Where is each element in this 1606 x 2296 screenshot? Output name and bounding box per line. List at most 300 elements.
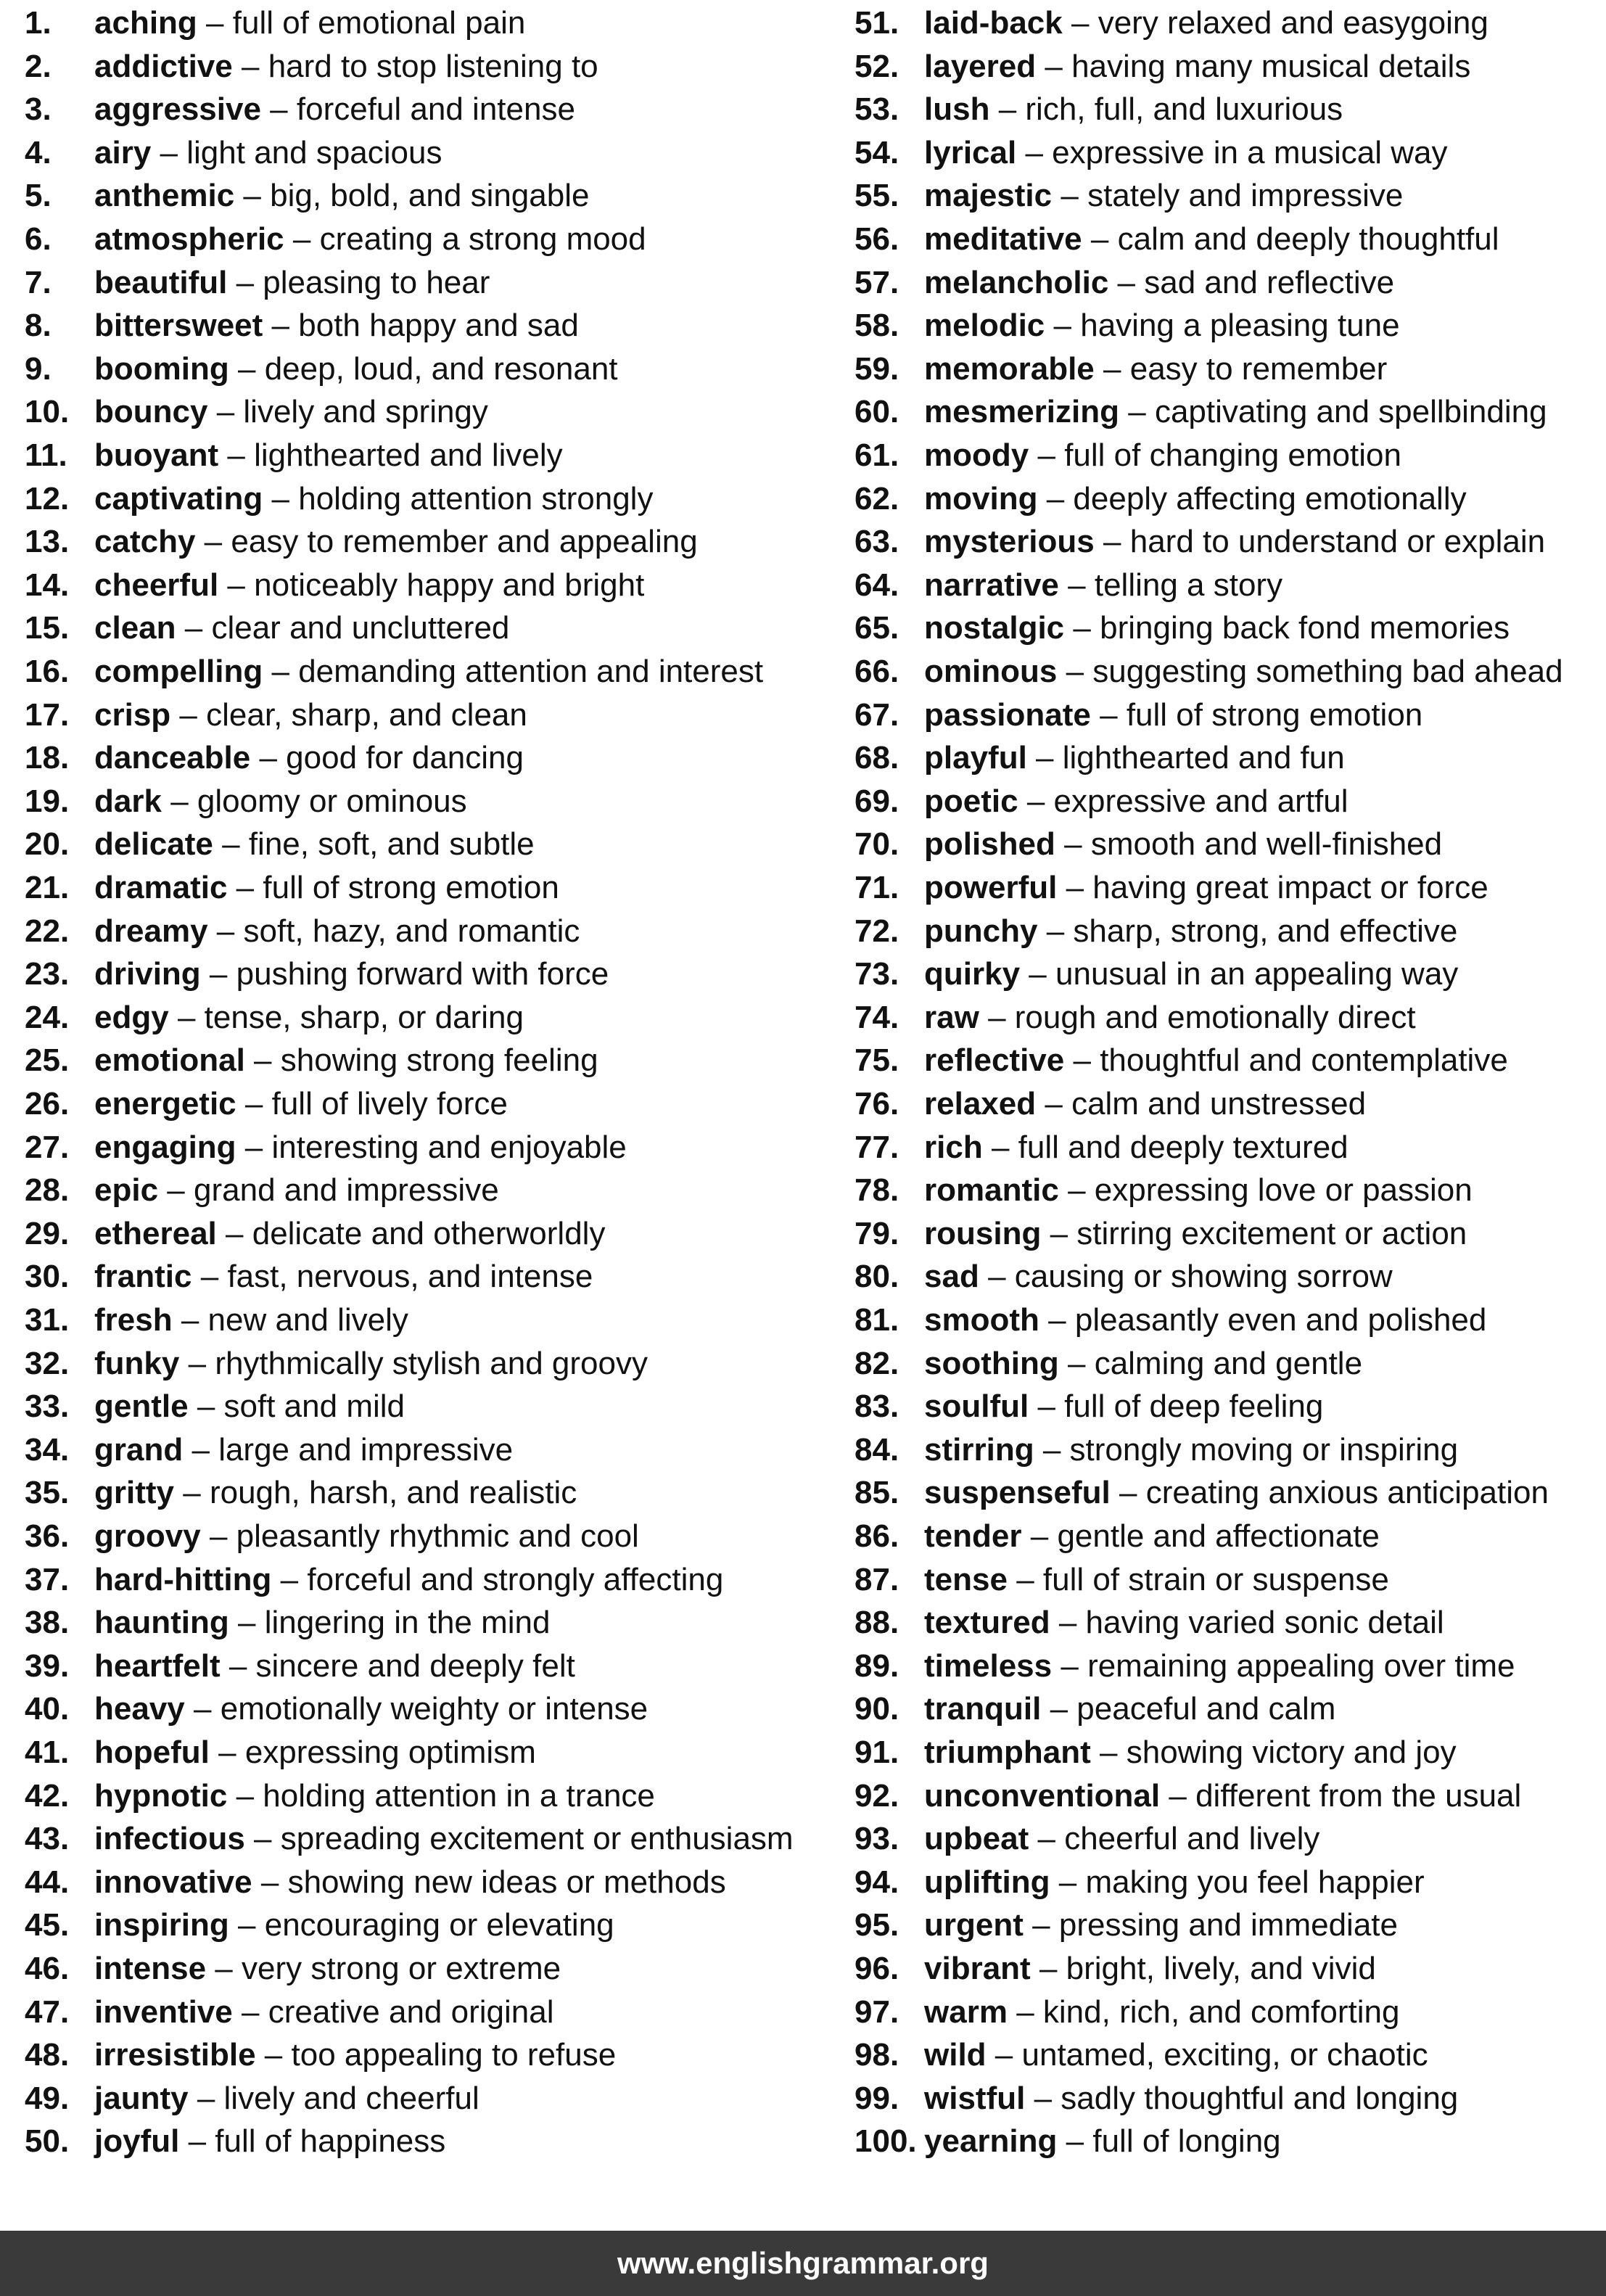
list-item [855, 1126, 1348, 1169]
item-definition: noticeably happy and bright [254, 567, 645, 603]
item-number: 95. [855, 1907, 899, 1943]
list-item [25, 606, 509, 650]
list-item [855, 1255, 1393, 1299]
item-separator: – [1103, 524, 1121, 560]
list-item [25, 650, 763, 694]
list-item [25, 1039, 598, 1082]
item-definition: easy to remember and appealing [231, 524, 698, 560]
item-number: 49. [25, 2080, 70, 2116]
item-separator: – [1036, 740, 1054, 776]
item-definition: gloomy or ominous [197, 783, 467, 819]
item-number: 22. [25, 913, 70, 949]
item-definition: stirring excitement or action [1076, 1215, 1467, 1251]
item-definition: showing victory and joy [1126, 1735, 1457, 1770]
item-word: gentle [94, 1388, 189, 1425]
item-word: mysterious [924, 524, 1095, 560]
item-definition: pushing forward with force [236, 956, 609, 992]
item-separator: – [260, 1864, 279, 1900]
item-word: urgent [924, 1907, 1024, 1943]
item-number: 54. [855, 134, 899, 170]
item-separator: – [271, 654, 289, 689]
list-item [855, 736, 1345, 780]
item-separator: – [1042, 1431, 1061, 1468]
item-separator: – [1026, 783, 1045, 819]
item-definition: tense, sharp, or daring [204, 999, 524, 1035]
item-separator: – [206, 5, 224, 41]
item-number: 19. [25, 783, 70, 819]
item-number: 4. [25, 134, 52, 170]
item-word: wild [924, 2037, 987, 2073]
item-definition: kind, rich, and comforting [1042, 1993, 1400, 2030]
item-separator: – [216, 394, 235, 430]
list-item [855, 1731, 1457, 1774]
item-word: unconventional [924, 1777, 1161, 1814]
item-number: 84. [855, 1431, 899, 1468]
item-number: 88. [855, 1605, 899, 1641]
item-separator: – [1029, 956, 1047, 992]
item-separator: – [1039, 1951, 1058, 1986]
list-item [855, 1774, 1521, 1818]
item-separator: – [244, 1129, 263, 1165]
item-definition: full of happiness [215, 2123, 446, 2160]
list-item [855, 2120, 1281, 2163]
list-item [25, 1, 525, 45]
item-word: booming [94, 350, 229, 387]
list-item [25, 218, 646, 261]
item-definition: demanding attention and interest [298, 654, 764, 689]
item-word: poetic [924, 783, 1018, 819]
item-definition: very strong or extreme [242, 1951, 561, 1986]
item-definition: telling a story [1094, 567, 1283, 603]
item-separator: – [160, 134, 178, 170]
item-definition: unusual in an appealing way [1055, 956, 1459, 992]
item-definition: expressive and artful [1053, 783, 1348, 819]
item-separator: – [237, 350, 256, 387]
item-number: 34. [25, 1431, 70, 1468]
item-definition: full of emotional pain [232, 5, 526, 41]
item-definition: showing strong feeling [280, 1042, 598, 1079]
list-item [25, 434, 563, 477]
item-separator: – [1045, 48, 1063, 84]
item-definition: lively and springy [243, 394, 488, 430]
item-separator: – [215, 1951, 233, 1986]
list-item [855, 45, 1470, 89]
item-definition: thoughtful and contemplative [1100, 1042, 1508, 1079]
item-separator: – [228, 1647, 247, 1684]
item-separator: – [1050, 1215, 1068, 1251]
item-number: 97. [855, 1993, 899, 2030]
item-definition: hard to stop listening to [268, 48, 598, 84]
item-number: 40. [25, 1691, 70, 1727]
item-number: 53. [855, 91, 899, 128]
list-item [855, 218, 1499, 261]
list-item [855, 1212, 1467, 1256]
item-word: majestic [924, 178, 1053, 214]
item-number: 9. [25, 350, 52, 387]
item-word: energetic [94, 1086, 236, 1122]
item-separator: – [197, 1388, 215, 1425]
item-word: frantic [94, 1259, 192, 1295]
list-item [25, 694, 527, 737]
item-number: 78. [855, 1172, 899, 1209]
item-definition: smooth and well-finished [1090, 826, 1443, 863]
item-definition: cheerful and lively [1064, 1821, 1320, 1857]
item-word: powerful [924, 870, 1058, 905]
item-separator: – [244, 1086, 263, 1122]
item-definition: pleasantly rhythmic and cool [236, 1518, 639, 1554]
item-separator: – [1034, 2080, 1053, 2116]
item-number: 2. [25, 48, 52, 84]
list-item [25, 1428, 513, 1472]
item-separator: – [1048, 1302, 1066, 1338]
item-definition: delicate and otherworldly [252, 1215, 606, 1251]
item-definition: deeply affecting emotionally [1073, 480, 1467, 517]
item-number: 63. [855, 524, 899, 560]
item-definition: rough and emotionally direct [1014, 999, 1416, 1035]
item-word: clean [94, 610, 176, 646]
item-separator: – [179, 696, 197, 733]
item-number: 77. [855, 1129, 899, 1165]
list-item [25, 823, 535, 866]
item-word: ethereal [94, 1215, 217, 1251]
list-item [25, 1817, 794, 1861]
list-item [25, 390, 488, 434]
item-separator: – [264, 2037, 283, 2073]
list-item [25, 1126, 627, 1169]
list-item [855, 131, 1448, 175]
item-number: 8. [25, 308, 52, 344]
item-separator: – [998, 91, 1017, 128]
item-word: reflective [924, 1042, 1065, 1079]
item-number: 36. [25, 1518, 70, 1554]
item-separator: – [177, 999, 196, 1035]
item-definition: creating anxious anticipation [1145, 1475, 1549, 1511]
item-separator: – [227, 567, 245, 603]
item-separator: – [1073, 610, 1091, 646]
item-definition: very relaxed and easygoing [1098, 5, 1488, 41]
list-item [25, 477, 653, 521]
item-definition: full of lively force [271, 1086, 508, 1122]
item-word: addictive [94, 48, 233, 84]
item-word: innovative [94, 1864, 252, 1900]
list-item [25, 1471, 577, 1515]
item-definition: full of longing [1092, 2123, 1281, 2160]
item-definition: rhythmically stylish and groovy [215, 1345, 648, 1381]
item-separator: – [1068, 567, 1086, 603]
item-number: 41. [25, 1735, 70, 1770]
item-word: timeless [924, 1647, 1053, 1684]
item-word: uplifting [924, 1864, 1050, 1900]
item-separator: – [280, 1561, 299, 1597]
footer-bar [0, 2231, 1606, 2296]
item-word: aggressive [94, 91, 261, 128]
item-word: captivating [94, 480, 263, 517]
item-separator: – [1117, 264, 1136, 300]
list-item [25, 1774, 655, 1818]
item-definition: clear and uncluttered [211, 610, 510, 646]
item-word: hard-hitting [94, 1561, 272, 1597]
item-number: 23. [25, 956, 70, 992]
item-definition: calm and unstressed [1071, 1086, 1367, 1122]
item-word: melancholic [924, 264, 1109, 300]
list-item [855, 1169, 1473, 1212]
item-definition: having varied sonic detail [1085, 1605, 1444, 1641]
item-separator: – [183, 1475, 201, 1511]
list-item [855, 823, 1442, 866]
item-number: 47. [25, 1993, 70, 2030]
item-separator: – [241, 1993, 260, 2030]
item-word: crisp [94, 696, 171, 733]
item-separator: – [995, 2037, 1013, 2073]
item-separator: – [271, 308, 290, 344]
item-definition: easy to remember [1129, 350, 1388, 387]
list-item [25, 261, 490, 305]
item-definition: pleasing to hear [263, 264, 490, 300]
item-word: heavy [94, 1691, 185, 1727]
item-definition: gentle and affectionate [1057, 1518, 1380, 1554]
item-separator: – [236, 264, 255, 300]
item-word: infectious [94, 1821, 245, 1857]
item-definition: pleasantly even and polished [1074, 1302, 1487, 1338]
list-item [25, 2077, 479, 2120]
list-item [855, 606, 1510, 650]
item-separator: – [1016, 1561, 1034, 1597]
item-number: 80. [855, 1259, 899, 1295]
item-separator: – [236, 1777, 255, 1814]
item-separator: – [1073, 1042, 1091, 1079]
item-definition: full of changing emotion [1064, 437, 1401, 473]
item-separator: – [1068, 1172, 1086, 1209]
item-definition: emotionally weighty or intense [220, 1691, 648, 1727]
item-number: 27. [25, 1129, 70, 1165]
list-item [855, 2077, 1458, 2120]
item-number: 66. [855, 654, 899, 689]
item-separator: – [1061, 178, 1079, 214]
list-item [855, 390, 1547, 434]
item-definition: having great impact or force [1092, 870, 1488, 905]
item-word: funky [94, 1345, 180, 1381]
item-definition: hard to understand or explain [1129, 524, 1546, 560]
item-number: 99. [855, 2080, 899, 2116]
list-item [25, 996, 524, 1040]
item-word: suspenseful [924, 1475, 1111, 1511]
item-word: quirky [924, 956, 1021, 992]
item-number: 50. [25, 2123, 70, 2160]
item-number: 38. [25, 1605, 70, 1641]
item-definition: rich, full, and luxurious [1025, 91, 1343, 128]
list-item [25, 564, 644, 607]
list-item [855, 1645, 1515, 1688]
list-item [855, 434, 1401, 477]
item-word: danceable [94, 740, 251, 776]
list-item [25, 2033, 616, 2077]
item-number: 5. [25, 178, 52, 214]
item-word: bouncy [94, 394, 208, 430]
item-number: 86. [855, 1518, 899, 1554]
list-item [25, 1342, 648, 1386]
item-number: 51. [855, 5, 899, 41]
item-separator: – [1045, 1086, 1063, 1122]
item-number: 26. [25, 1086, 70, 1122]
item-separator: – [1025, 134, 1043, 170]
item-word: driving [94, 956, 201, 992]
item-separator: – [181, 1302, 199, 1338]
list-item [25, 174, 589, 218]
item-separator: – [216, 913, 235, 949]
item-word: romantic [924, 1172, 1059, 1209]
item-word: textured [924, 1605, 1050, 1641]
item-word: buoyant [94, 437, 219, 473]
list-item [855, 1342, 1362, 1386]
item-word: haunting [94, 1605, 229, 1641]
item-number: 48. [25, 2037, 70, 2073]
item-definition: creative and original [268, 1993, 554, 2030]
item-number: 28. [25, 1172, 70, 1209]
item-definition: bright, lively, and vivid [1066, 1951, 1376, 1986]
item-word: laid-back [924, 5, 1063, 41]
item-number: 37. [25, 1561, 70, 1597]
item-number: 20. [25, 826, 70, 863]
item-definition: lighthearted and fun [1062, 740, 1345, 776]
list-item [25, 1385, 405, 1428]
list-item [855, 996, 1416, 1040]
item-number: 83. [855, 1388, 899, 1425]
item-number: 74. [855, 999, 899, 1035]
item-word: delicate [94, 826, 213, 863]
item-number: 18. [25, 740, 70, 776]
item-number: 43. [25, 1821, 70, 1857]
item-word: passionate [924, 696, 1091, 733]
item-word: heartfelt [94, 1647, 221, 1684]
item-number: 11. [25, 437, 67, 473]
item-definition: causing or showing sorrow [1014, 1259, 1393, 1295]
list-item [25, 1645, 575, 1688]
list-item [855, 1299, 1486, 1342]
item-number: 13. [25, 524, 70, 560]
item-definition: stately and impressive [1087, 178, 1404, 214]
item-word: sad [924, 1259, 979, 1295]
item-separator: – [292, 221, 311, 257]
item-number: 7. [25, 264, 52, 300]
item-definition: untamed, exciting, or chaotic [1021, 2037, 1428, 2073]
list-item [855, 1558, 1389, 1602]
item-separator: – [988, 999, 1006, 1035]
item-word: tense [924, 1561, 1008, 1597]
item-number: 89. [855, 1647, 899, 1684]
item-separator: – [204, 524, 223, 560]
item-separator: – [243, 178, 261, 214]
item-number: 94. [855, 1864, 899, 1900]
item-separator: – [188, 1345, 207, 1381]
item-definition: full of strain or suspense [1042, 1561, 1389, 1597]
item-number: 67. [855, 696, 899, 733]
item-definition: sharp, strong, and effective [1073, 913, 1458, 949]
list-item [855, 1515, 1380, 1558]
item-word: melodic [924, 308, 1045, 344]
list-item [25, 1687, 648, 1731]
item-definition: fast, nervous, and intense [227, 1259, 593, 1295]
item-definition: light and spacious [186, 134, 442, 170]
list-item [25, 1991, 554, 2034]
item-number: 58. [855, 308, 899, 344]
item-separator: – [226, 1215, 244, 1251]
item-number: 100. [855, 2123, 917, 2160]
item-number: 91. [855, 1735, 899, 1770]
item-separator: – [1169, 1777, 1187, 1814]
item-definition: expressing love or passion [1094, 1172, 1473, 1209]
item-definition: lighthearted and lively [254, 437, 563, 473]
item-separator: – [209, 1518, 228, 1554]
item-separator: – [188, 2123, 207, 2160]
item-separator: – [197, 2080, 215, 2116]
list-item [25, 780, 467, 823]
item-word: inventive [94, 1993, 233, 2030]
item-separator: – [167, 1172, 185, 1209]
item-definition: sad and reflective [1144, 264, 1395, 300]
item-definition: strongly moving or inspiring [1069, 1431, 1459, 1468]
item-separator: – [991, 1129, 1010, 1165]
list-item [855, 650, 1563, 694]
item-number: 82. [855, 1345, 899, 1381]
item-word: tender [924, 1518, 1022, 1554]
item-definition: full and deeply textured [1018, 1129, 1348, 1165]
item-definition: creating a strong mood [319, 221, 646, 257]
list-item [855, 780, 1348, 823]
list-item [855, 564, 1282, 607]
list-item [855, 1991, 1399, 2034]
list-item [855, 866, 1488, 910]
item-number: 68. [855, 740, 899, 776]
item-separator: – [1090, 221, 1109, 257]
item-definition: different from the usual [1195, 1777, 1522, 1814]
item-word: gritty [94, 1475, 174, 1511]
list-item [855, 304, 1400, 347]
item-word: airy [94, 134, 152, 170]
item-separator: – [236, 870, 255, 905]
item-separator: – [1067, 1345, 1086, 1381]
item-definition: remaining appealing over time [1087, 1647, 1515, 1684]
item-separator: – [1066, 2123, 1084, 2160]
item-word: beautiful [94, 264, 228, 300]
item-separator: – [209, 956, 228, 992]
item-word: dark [94, 783, 162, 819]
list-item [25, 1731, 536, 1774]
list-item [855, 1687, 1335, 1731]
item-separator: – [1053, 308, 1071, 344]
item-number: 17. [25, 696, 70, 733]
item-definition: fine, soft, and subtle [248, 826, 535, 863]
list-item [25, 1904, 614, 1947]
item-separator: – [1037, 437, 1055, 473]
item-number: 75. [855, 1042, 899, 1079]
item-word: raw [924, 999, 979, 1035]
item-definition: holding attention strongly [298, 480, 654, 517]
item-separator: – [192, 1431, 210, 1468]
item-definition: sadly thoughtful and longing [1061, 2080, 1459, 2116]
item-number: 15. [25, 610, 70, 646]
item-word: dreamy [94, 913, 208, 949]
item-number: 29. [25, 1215, 70, 1251]
item-separator: – [227, 437, 245, 473]
list-item [25, 1082, 508, 1126]
item-word: lyrical [924, 134, 1017, 170]
item-word: engaging [94, 1129, 236, 1165]
item-separator: – [170, 783, 189, 819]
item-number: 46. [25, 1951, 70, 1986]
item-separator: – [218, 1735, 236, 1770]
item-word: anthemic [94, 178, 235, 214]
item-separator: – [238, 1907, 256, 1943]
